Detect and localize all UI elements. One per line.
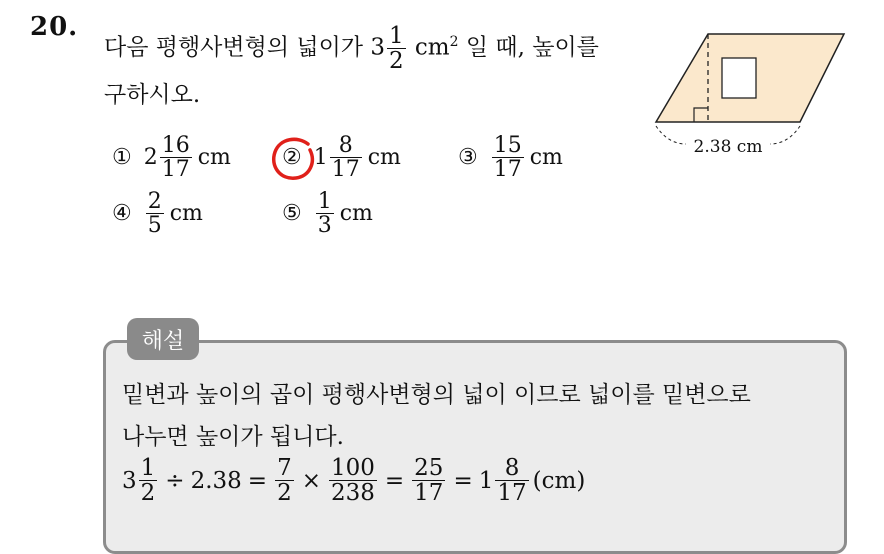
option-1[interactable]: [112, 134, 231, 181]
option-2-mark: ②: [282, 145, 302, 171]
option-3-mark: ③: [458, 145, 478, 171]
option-2-fraction: $\frac{8}{17}$: [331, 133, 360, 183]
option-4-unit: cm: [169, 201, 203, 227]
eq-times: ×: [301, 467, 321, 494]
option-3-fraction: $\frac{15}{17}$: [493, 133, 522, 183]
eq-equals-2: =: [384, 467, 405, 494]
option-5-mark: ⑤: [282, 201, 302, 227]
option-3-unit: cm: [529, 145, 563, 171]
area-unit: cm: [414, 34, 450, 61]
option-4-fraction: $\frac{2}{5}$: [147, 189, 162, 239]
option-1-mark: ①: [112, 145, 132, 171]
solution-line2: 나누면 높이가 됩니다.: [122, 424, 344, 450]
solution-badge: 해설: [127, 318, 199, 360]
option-5[interactable]: [282, 190, 373, 237]
area-exponent: 2: [449, 33, 459, 50]
eq-a-whole: 3: [122, 467, 137, 494]
question-text-line2: 구하시오.: [104, 82, 201, 108]
eq-e-fraction: $\frac{25}{17}$: [414, 455, 444, 507]
question-number: 20.: [30, 12, 79, 42]
question-text-part1: 다음 평행사변형의 넓이가 3: [104, 34, 385, 61]
parallelogram-figure: [650, 26, 860, 166]
area-fraction: $\frac{1}{2}$: [388, 23, 404, 75]
solution-line1: 밑변과 높이의 곱이 평행사변형의 넓이 이므로 넓이를 밑변으로: [122, 382, 751, 408]
base-label: 2.38 cm: [693, 137, 763, 157]
option-2-unit: cm: [367, 145, 401, 171]
base-brace-left: [656, 126, 686, 144]
eq-unit: (cm): [532, 467, 586, 494]
option-1-whole: 2: [143, 145, 158, 171]
eq-divide: ÷: [165, 467, 185, 494]
eq-equals-1: =: [247, 467, 268, 494]
question-text-line1: [104, 24, 599, 73]
eq-d-fraction: $\frac{100}{238}$: [330, 455, 375, 507]
eq-a-fraction: $\frac{1}{2}$: [140, 455, 156, 507]
base-brace-right: [770, 126, 800, 144]
option-1-fraction: $\frac{16}{17}$: [161, 133, 190, 183]
question-text-part2: 일 때, 높이를: [465, 34, 599, 61]
option-1-unit: cm: [197, 145, 231, 171]
eq-c-fraction: $\frac{7}{2}$: [277, 455, 292, 507]
option-4[interactable]: [112, 190, 203, 237]
option-2-whole: 1: [313, 145, 328, 171]
height-unknown-box: [722, 58, 756, 98]
eq-b: 2.38: [190, 467, 242, 494]
option-5-unit: cm: [339, 201, 373, 227]
option-5-fraction: $\frac{1}{3}$: [317, 189, 332, 239]
eq-f-whole: 1: [478, 467, 494, 494]
eq-equals-3: =: [453, 467, 473, 494]
eq-f-fraction: $\frac{8}{17}$: [497, 455, 527, 507]
option-4-mark: ④: [112, 201, 132, 227]
option-3[interactable]: [458, 134, 563, 181]
solution-equation: [122, 456, 585, 505]
answer-circle-mark: [270, 136, 320, 184]
